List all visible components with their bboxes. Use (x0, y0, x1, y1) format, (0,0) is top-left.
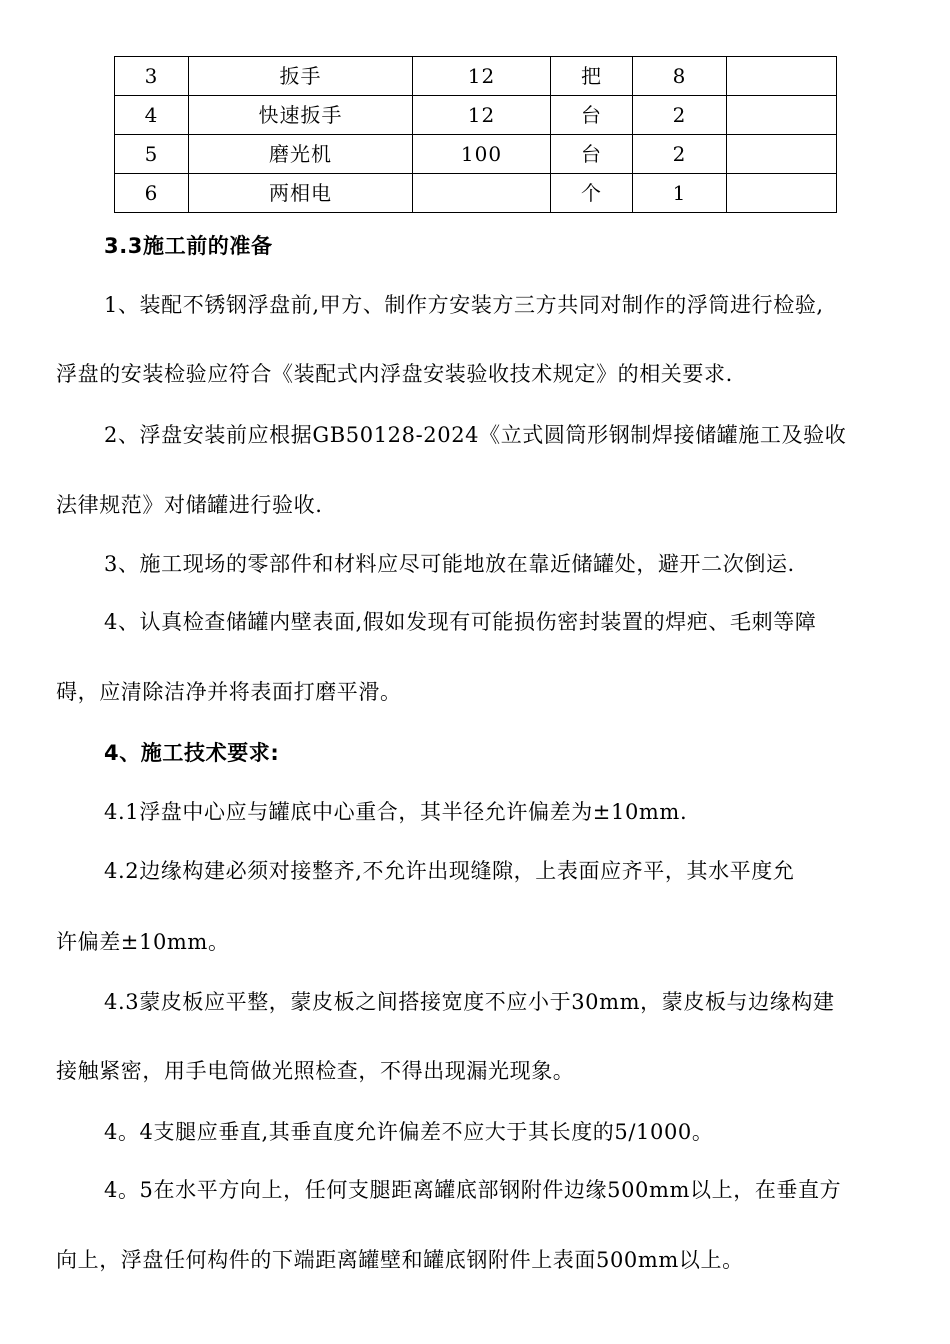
tools-table (114, 56, 837, 213)
paragraph-line: 4.1浮盘中心应与罐底中心重合，其半径允许偏差为±10mm. (104, 800, 688, 824)
paragraph-line: 法律规范》对储罐进行验收. (56, 493, 323, 517)
table-row (115, 135, 837, 174)
row-number-cell: 4 (115, 96, 189, 135)
tool-name-cell: 两相电 (189, 174, 413, 213)
remark-cell (727, 135, 837, 174)
tool-name-cell: 扳手 (189, 57, 413, 96)
paragraph-line: 4.3蒙皮板应平整，蒙皮板之间搭接宽度不应小于30mm，蒙皮板与边缘构建 (104, 990, 835, 1014)
row-number-cell: 6 (115, 174, 189, 213)
paragraph-line: 4、认真检查储罐内壁表面,假如发现有可能损伤密封装置的焊疤、毛刺等障 (104, 610, 817, 634)
unit-cell: 台 (551, 96, 633, 135)
unit-cell: 个 (551, 174, 633, 213)
spec-cell (413, 174, 551, 213)
table-row (115, 174, 837, 213)
tool-name-cell: 快速扳手 (189, 96, 413, 135)
spec-cell: 100 (413, 135, 551, 174)
quantity-cell: 8 (633, 57, 727, 96)
paragraph-line: 许偏差±10mm。 (56, 930, 230, 954)
paragraph-line: 1、装配不锈钢浮盘前,甲方、制作方安装方三方共同对制作的浮筒进行检验, (104, 293, 824, 317)
paragraph-line: 接触紧密，用手电筒做光照检查，不得出现漏光现象。 (56, 1059, 575, 1083)
spec-cell: 12 (413, 57, 551, 96)
table-row (115, 96, 837, 135)
paragraph-line: 3、施工现场的零部件和材料应尽可能地放在靠近储罐处，避开二次倒运. (104, 552, 795, 576)
paragraph-line: 4.2边缘构建必须对接整齐,不允许出现缝隙，上表面应齐平，其水平度允 (104, 859, 795, 883)
paragraph-line: 碍，应清除洁净并将表面打磨平滑。 (56, 680, 402, 704)
quantity-cell: 2 (633, 96, 727, 135)
row-number-cell: 3 (115, 57, 189, 96)
row-number-cell: 5 (115, 135, 189, 174)
section-4-heading: 4、施工技术要求: (104, 741, 280, 765)
unit-cell: 把 (551, 57, 633, 96)
paragraph-line: 4。4支腿应垂直,其垂直度允许偏差不应大于其长度的5/1000。 (104, 1120, 714, 1144)
table-row (115, 57, 837, 96)
remark-cell (727, 57, 837, 96)
paragraph-line: 向上，浮盘任何构件的下端距离罐壁和罐底钢附件上表面500mm以上。 (56, 1248, 744, 1272)
remark-cell (727, 174, 837, 213)
remark-cell (727, 96, 837, 135)
paragraph-line: 浮盘的安装检验应符合《装配式内浮盘安装验收技术规定》的相关要求. (56, 362, 733, 386)
section-3-3-heading: 3.3施工前的准备 (104, 234, 273, 258)
paragraph-line: 2、浮盘安装前应根据GB50128-2024《立式圆筒形钢制焊接储罐施工及验收 (104, 423, 847, 447)
quantity-cell: 2 (633, 135, 727, 174)
spec-cell: 12 (413, 96, 551, 135)
paragraph-line: 4。5在水平方向上，任何支腿距离罐底部钢附件边缘500mm以上，在垂直方 (104, 1178, 842, 1202)
unit-cell: 台 (551, 135, 633, 174)
tool-name-cell: 磨光机 (189, 135, 413, 174)
quantity-cell: 1 (633, 174, 727, 213)
